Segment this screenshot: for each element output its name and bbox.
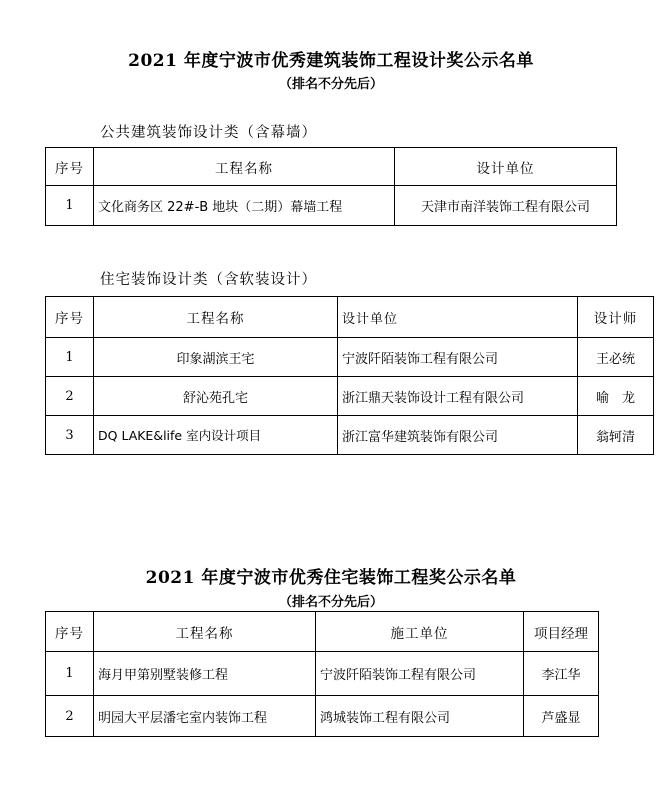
header-cell: 项目经理 xyxy=(524,612,599,652)
table-header-row xyxy=(46,148,617,186)
project-name-cell: 明园大平层潘宅室内装饰工程 xyxy=(94,696,316,737)
project-manager-cell: 李江华 xyxy=(524,652,599,696)
public-design-table xyxy=(45,147,617,226)
designer-cell: 王必统 xyxy=(578,338,654,377)
row-index: 1 xyxy=(46,186,94,226)
residential-design-table xyxy=(45,296,654,455)
section-heading-residential: 住宅装饰设计类（含软装设计） xyxy=(100,272,317,288)
doc1-title: 2021 年度宁波市优秀建筑装饰工程设计奖公示名单 xyxy=(128,51,534,71)
doc1-subtitle: （排名不分先后） xyxy=(278,77,383,92)
header-cell: 工程名称 xyxy=(94,297,338,338)
project-name-cell: 海月甲第别墅装修工程 xyxy=(94,652,316,696)
table-row xyxy=(46,338,654,377)
designer-cell: 喻 龙 xyxy=(578,377,654,416)
header-cell: 施工单位 xyxy=(316,612,524,652)
row-index: 1 xyxy=(46,652,94,696)
header-cell: 工程名称 xyxy=(94,148,395,186)
table-row xyxy=(46,652,599,696)
row-index: 2 xyxy=(46,377,94,416)
doc2-title: 2021 年度宁波市优秀住宅装饰工程奖公示名单 xyxy=(145,568,517,588)
section-heading-public: 公共建筑装饰设计类（含幕墙） xyxy=(100,125,317,141)
doc2-subtitle: （排名不分先后） xyxy=(278,595,383,610)
construction-company-cell: 鸿城装饰工程有限公司 xyxy=(316,696,524,737)
header-cell: 序号 xyxy=(46,612,94,652)
header-cell: 设计师 xyxy=(578,297,654,338)
header-cell: 序号 xyxy=(46,148,94,186)
header-cell: 工程名称 xyxy=(94,612,316,652)
design-company-cell: 浙江鼎天装饰设计工程有限公司 xyxy=(338,377,578,416)
design-company-cell: 天津市南洋装饰工程有限公司 xyxy=(395,186,617,226)
table-header-row xyxy=(46,297,654,338)
design-company-cell: 宁波阡陌装饰工程有限公司 xyxy=(338,338,578,377)
row-index: 1 xyxy=(46,338,94,377)
project-name-cell: 文化商务区 22#-B 地块（二期）幕墙工程 xyxy=(94,186,395,226)
row-index: 2 xyxy=(46,696,94,737)
header-cell: 设计单位 xyxy=(395,148,617,186)
residential-construction-table xyxy=(45,611,599,737)
construction-company-cell: 宁波阡陌装饰工程有限公司 xyxy=(316,652,524,696)
table-header-row xyxy=(46,612,599,652)
table-row xyxy=(46,377,654,416)
designer-cell: 翁轲清 xyxy=(578,416,654,455)
project-name-cell: DQ LAKE&life 室内设计项目 xyxy=(94,416,338,455)
project-name-cell: 印象湖滨王宅 xyxy=(94,338,338,377)
header-cell: 序号 xyxy=(46,297,94,338)
table-row xyxy=(46,416,654,455)
project-manager-cell: 芦盛显 xyxy=(524,696,599,737)
table-row xyxy=(46,696,599,737)
project-name-cell: 舒沁苑孔宅 xyxy=(94,377,338,416)
row-index: 3 xyxy=(46,416,94,455)
header-cell: 设计单位 xyxy=(338,297,578,338)
table-row xyxy=(46,186,617,226)
design-company-cell: 浙江富华建筑装饰有限公司 xyxy=(338,416,578,455)
